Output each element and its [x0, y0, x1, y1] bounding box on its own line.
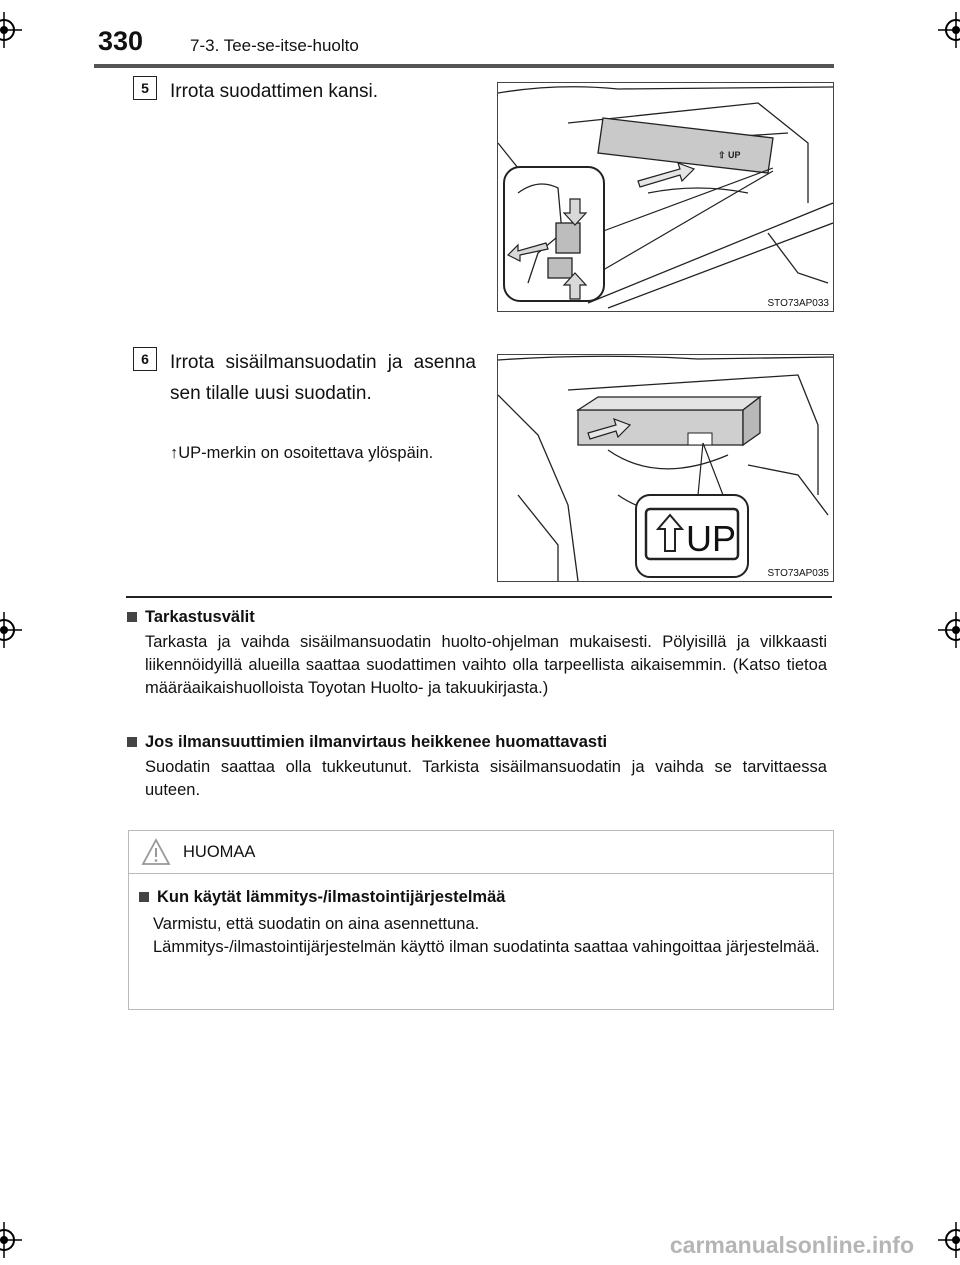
- section-divider: [126, 596, 832, 598]
- registration-mark-icon: [938, 12, 960, 48]
- warning-triangle-icon: [141, 838, 171, 866]
- step-note: ↑UP-merkin on osoitettava ylöspäin.: [170, 444, 434, 462]
- square-bullet-icon: [139, 892, 149, 902]
- info-heading-text: Tarkastusvälit: [145, 608, 255, 626]
- pull-arrow-icon: [638, 163, 694, 187]
- caution-line: Lämmitys-/ilmastointijärjestelmän käyttö ilman suodatinta saattaa vahingoittaa järjestelmää.: [153, 938, 820, 956]
- caution-heading: [139, 888, 833, 907]
- registration-mark-icon: [0, 12, 22, 48]
- info-section: [127, 608, 827, 700]
- figure-caption: STO73AP033: [767, 298, 829, 309]
- caution-box: [128, 830, 834, 1010]
- info-body: Tarkasta ja vaihda sisäilmansuodatin huolto-ohjelman mukaisesti. Pölyisillä ja vilkkaasti liikennöidyillä alueilla saattaa suodattimen vaihto olla tarpeellista aikaisemmin. (Katso tietoa määräaikaishuolloista Toyotan Huolto- ja takuukirjasta.): [145, 633, 827, 697]
- registration-mark-icon: [938, 612, 960, 648]
- filter-cover-illustration: [498, 83, 833, 311]
- step-badge: 5: [133, 76, 157, 100]
- header-rule: [94, 64, 834, 68]
- svg-text:UP: UP: [686, 518, 737, 559]
- info-heading: [127, 733, 827, 752]
- svg-text:⇧ UP: ⇧ UP: [718, 150, 741, 160]
- filter-cover-figure: [497, 82, 834, 312]
- figure-caption: STO73AP035: [767, 568, 829, 579]
- square-bullet-icon: [127, 737, 137, 747]
- step-text: Irrota sisäilmansuodatin ja asenna sen tilalle uusi suodatin.: [170, 352, 476, 404]
- section-title: 7-3. Tee-se-itse-huolto: [190, 36, 359, 55]
- caution-line: Varmistu, että suodatin on aina asennettuna.: [153, 915, 480, 933]
- step-badge: 6: [133, 347, 157, 371]
- info-section: [127, 733, 827, 802]
- page-number: 330: [98, 26, 144, 56]
- up-marking-inset: [636, 495, 748, 577]
- detail-inset: [504, 167, 604, 301]
- filter-replace-illustration: [498, 355, 833, 581]
- registration-mark-icon: [938, 1222, 960, 1258]
- info-heading: [127, 608, 827, 627]
- cabin-filter: [578, 397, 760, 445]
- registration-mark-icon: [0, 1222, 22, 1258]
- registration-mark-icon: [0, 612, 22, 648]
- footer-watermark: carmanualsonline.info: [669, 1232, 914, 1258]
- step-text: Irrota suodattimen kansi.: [170, 81, 379, 102]
- caution-label: HUOMAA: [183, 842, 256, 861]
- info-body: Suodatin saattaa olla tukkeutunut. Tarkista sisäilmansuodatin ja vaihda se tarvittaessa uuteen.: [145, 758, 827, 799]
- filter-cover-panel: [598, 118, 773, 173]
- square-bullet-icon: [127, 612, 137, 622]
- caution-heading-text: Kun käytät lämmitys-/ilmastointijärjestelmää: [157, 888, 506, 906]
- caution-header: [129, 831, 833, 874]
- caution-body: [129, 874, 833, 959]
- info-heading-text: Jos ilmansuuttimien ilmanvirtaus heikkenee huomattavasti: [145, 733, 608, 751]
- filter-replace-figure: [497, 354, 834, 582]
